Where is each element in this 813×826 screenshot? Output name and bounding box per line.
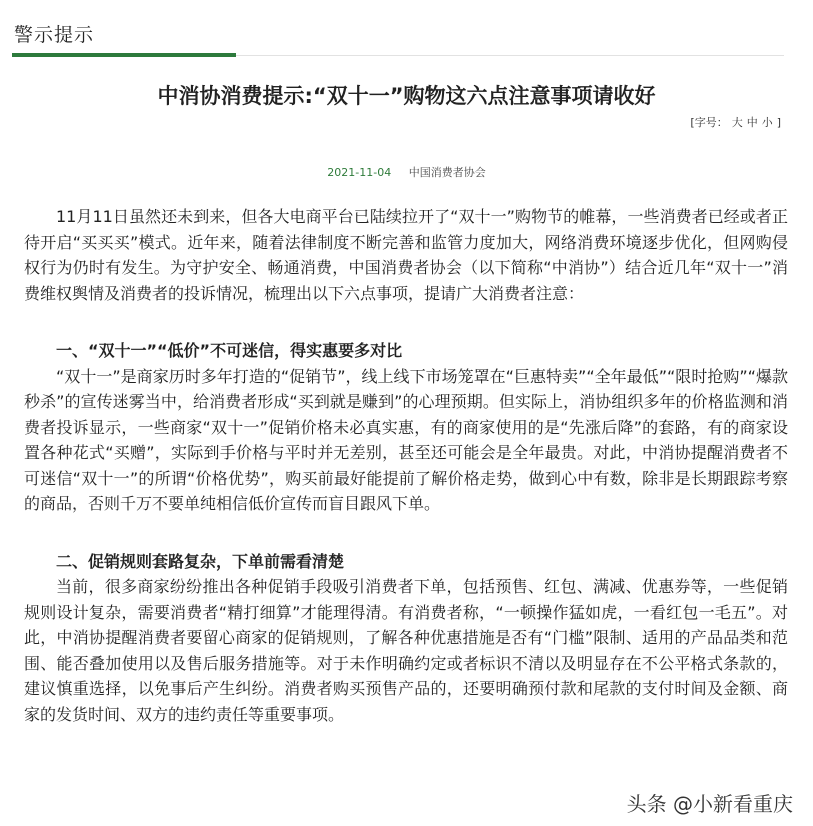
section1-paragraph: “双十一”是商家历时多年打造的“促销节”，线上线下市场笼罩在“巨惠特卖”“全年最低”“限时抢购”“爆款秒杀”的宣传迷雾当中，给消费者形成“买到就是赚到”的心理预期。但实际上，消协组织多年的价格监测和消费者投诉显示，一些商家“双十一”促销价格未必真实惠，有的商家使用的是“先涨后降”的套路，有的商家设置各种花式“买赠”，实际到手价格与平时并无差别，甚至还可能会是全年最贵。对此，中消协提醒消费者不可迷信“双十一”的所谓“价格优势”，购买前最好能提前了解价格走势，做到心中有数，除非是长期跟踪考察的商品，否则千万不要单纯相信低价宣传而盲目跟风下单。: [24, 366, 788, 513]
paragraph-gap: [24, 517, 788, 549]
font-size-medium[interactable]: 中: [746, 116, 758, 129]
section2-paragraph: 当前，很多商家纷纷推出各种促销手段吸引消费者下单，包括预售、红包、满减、优惠券等，一些促销规则设计复杂，需要消费者“精打细算”才能理得清。有消费者称，“一顿操作猛如虎，一看红包一毛五”。对此，中消协提醒消费者要留心商家的促销规则，了解各种优惠措施是否有“门槛”限制、适用的产品品类和范围、能否叠加使用以及售后服务措施等。对于未作明确约定或者标识不清以及明显存在不公平格式条款的，建议慎重选择，以免事后产生纠纷。消费者购买预售产品的，还要明确预付款和尾款的支付时间及金额、商家的发货时间、双方的违约责任等重要事项。: [24, 577, 788, 724]
header-accent-bar: [12, 53, 236, 57]
font-size-large[interactable]: 大: [731, 116, 743, 129]
publish-date: 2021-11-04: [327, 166, 392, 179]
section2-heading: 二、促销规则套路复杂，下单前需看清楚: [56, 551, 345, 571]
section-title: 警示提示: [14, 24, 95, 46]
section1-heading: 一、“双十一”“低价”不可迷信，得实惠要多对比: [56, 341, 403, 360]
font-size-control: [688, 114, 783, 130]
section-header: [12, 0, 784, 58]
intro-paragraph: 11月11日虽然还未到来，但各大电商平台已陆续拉开了“双十一”购物节的帷幕，一些消费者已经或者正待开启“买买买”模式。近年来，随着法律制度不断完善和监管力度加大，网络消费环境逐步优化，但网购侵权行为仍时有发生。为守护安全、畅通消费，中国消费者协会（以下简称“中消协”）结合近几年“双十一”消费维权舆情及消费者的投诉情况，梳理出以下六点事项，提请广大消费者注意：: [24, 207, 788, 303]
font-size-label: [字号：: [690, 116, 728, 129]
article-source: 中国消费者协会: [408, 166, 486, 179]
paragraph-gap: [24, 306, 788, 338]
watermark: 头条 @小新看重庆: [626, 792, 793, 816]
font-size-small[interactable]: 小: [761, 116, 773, 129]
article-meta: [0, 164, 813, 180]
article-title: 中消协消费提示:“双十一”购物这六点注意事项请收好: [157, 84, 656, 108]
font-size-close: ]: [776, 116, 781, 129]
article-body: [24, 204, 788, 727]
